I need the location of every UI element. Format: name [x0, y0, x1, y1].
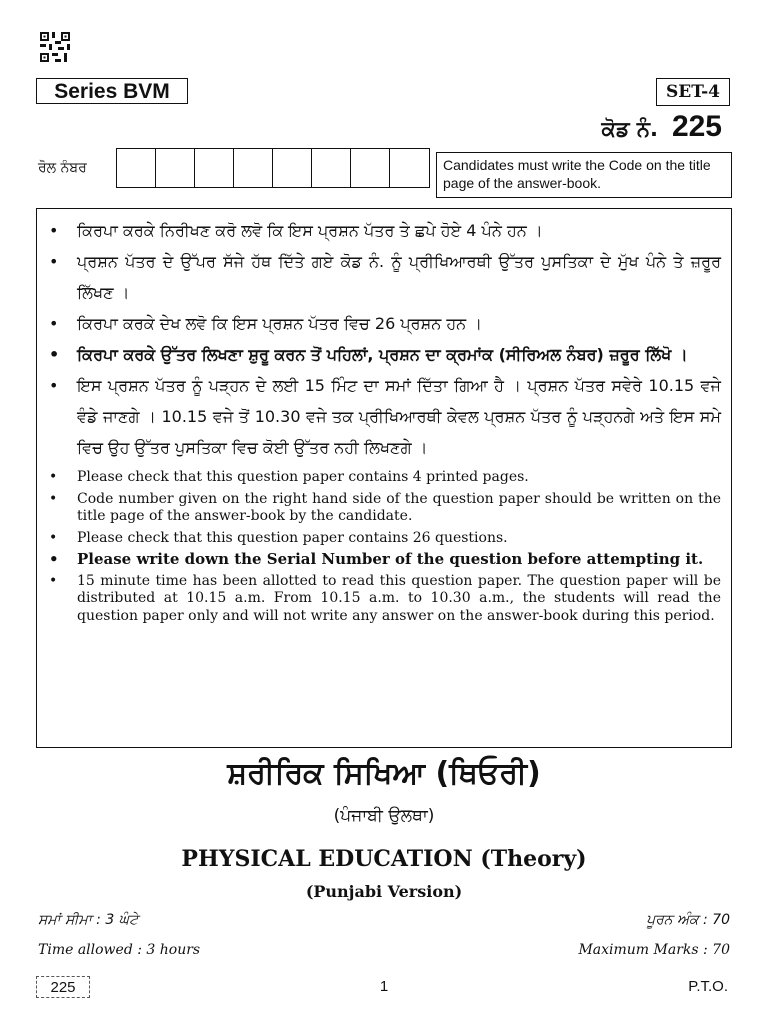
- version-english: (Punjabi Version): [305, 882, 463, 901]
- instruction-item: • Code number given on the right hand side of the question paper should be written on the title page of the answer-book by the candidate.: [45, 491, 721, 526]
- roll-number-box: [273, 149, 312, 187]
- roll-number-box: [312, 149, 351, 187]
- time-allowed-punjabi: ਸਮਾਂ ਸੀਮਾ : 3 ਘੰਟੇ: [38, 912, 139, 928]
- instruction-item: • ਕਿਰਪਾ ਕਰਕੇ ਨਿਰੀਖਣ ਕਰੋ ਲਵੋ ਕਿ ਇਸ ਪ੍ਰਸ਼ਨ ਪੱਤਰ ਤੇ ਛਪੇ ਹੋਏ 4 ਪੰਨੇ ਹਨ ।: [45, 215, 721, 246]
- instructions-english: [45, 469, 721, 625]
- subject-title-english: PHYSICAL EDUCATION (Theory): [181, 846, 587, 872]
- code-number-row: [602, 110, 722, 144]
- instruction-item: • ਕਿਰਪਾ ਕਰਕੇ ਉੱਤਰ ਲਿਖਣਾ ਸ਼ੁਰੂ ਕਰਨ ਤੋਂ ਪਹਿਲਾਂ, ਪ੍ਰਸ਼ਨ ਦਾ ਕ੍ਰਮਾਂਕ (ਸੀਰਿਅਲ ਨੰਬਰ) ਜ਼ਰੂਰ ਲਿੱਖੋ ।: [45, 339, 721, 370]
- instructions-punjabi: [45, 215, 721, 463]
- instruction-item: • ਕਿਰਪਾ ਕਰਕੇ ਦੇਖ ਲਵੋ ਕਿ ਇਸ ਪ੍ਰਸ਼ਨ ਪੱਤਰ ਵਿਚ 26 ਪ੍ਰਸ਼ਨ ਹਨ ।: [45, 308, 721, 339]
- roll-number-box: [351, 149, 390, 187]
- version-punjabi: (ਪੰਜਾਬੀ ਉਲਥਾ): [333, 806, 435, 826]
- pto-label: P.T.O.: [688, 978, 728, 995]
- instruction-item: • Please check that this question paper contains 26 questions.: [45, 530, 721, 548]
- instruction-item: • ਇਸ ਪ੍ਰਸ਼ਨ ਪੱਤਰ ਨੂੰ ਪੜ੍ਹਨ ਦੇ ਲਈ 15 ਮਿੰਟ ਦਾ ਸਮਾਂ ਦਿੱਤਾ ਗਿਆ ਹੈ । ਪ੍ਰਸ਼ਨ ਪੱਤਰ ਸਵੇਰੇ 10.15 ਵਜੇ ਵੰਡੇ ਜਾਣਗੇ । 10.15 ਵਜੇ ਤੋਂ 10.30 ਵਜੇ ਤਕ ਪ੍ਰੀਖਿਆਰਥੀ ਕੇਵਲ ਪ੍ਰਸ਼ਨ ਪੱਤਰ ਨੂੰ ਪੜ੍ਹਨਗੇ ਅਤੇ ਇਸ ਸਮੇ ਵਿਚ ਉਹ ਉੱਤਰ ਪੁਸਤਿਕਾ ਵਿਚ ਕੋਈ ਉੱਤਰ ਨਹੀ ਲਿਖਣਗੇ ।: [45, 370, 721, 463]
- roll-number-box: [390, 149, 429, 187]
- instruction-item: • Please write down the Serial Number of the question before attempting it.: [45, 551, 721, 569]
- roll-number-box: [156, 149, 195, 187]
- roll-number-box: [195, 149, 234, 187]
- code-number: 225: [671, 110, 722, 143]
- instructions-box: [36, 208, 732, 748]
- series-label: Series BVM: [36, 78, 188, 104]
- max-marks-english: Maximum Marks : 70: [578, 942, 730, 958]
- code-label: ਕੋਡ ਨੰ.: [601, 117, 658, 141]
- instruction-item: • ਪ੍ਰਸ਼ਨ ਪੱਤਰ ਦੇ ਉੱਪਰ ਸੱਜੇ ਹੱਥ ਦਿੱਤੇ ਗਏ ਕੋਡ ਨੰ. ਨੂੰ ਪ੍ਰੀਖਿਆਰਥੀ ਉੱਤਰ ਪੁਸਤਿਕਾ ਦੇ ਮੁੱਖ ਪੰਨੇ ਤੇ ਜ਼ਰੂਰ ਲਿੱਖਣ ।: [45, 246, 721, 308]
- instruction-item: • 15 minute time has been allotted to read this question paper. The question paper will be distributed at 10.15 a.m. From 10.15 a.m. to 10.30 a.m., the students will read the question paper only and will not write any answer on the answer-book during this period.: [45, 573, 721, 626]
- candidate-note: Candidates must write the Code on the title page of the answer-book.: [436, 152, 732, 198]
- qr-code-icon: [40, 32, 70, 62]
- page-number: 1: [379, 978, 389, 995]
- roll-number-box: [117, 149, 156, 187]
- roll-number-label: ਰੋਲ ਨੰਬਰ: [38, 160, 87, 176]
- max-marks-punjabi: ਪੂਰਨ ਅੰਕ : 70: [646, 912, 730, 928]
- roll-number-boxes: [116, 148, 430, 188]
- roll-number-box: [234, 149, 273, 187]
- time-allowed-english: Time allowed : 3 hours: [38, 942, 201, 958]
- instruction-item: • Please check that this question paper contains 4 printed pages.: [45, 469, 721, 487]
- subject-title-punjabi: ਸ਼ਰੀਰਿਕ ਸਿਖਿਆ (ਥਿਓਰੀ): [227, 756, 541, 791]
- set-label: SET-4: [656, 78, 730, 106]
- footer-code: 225: [36, 976, 90, 998]
